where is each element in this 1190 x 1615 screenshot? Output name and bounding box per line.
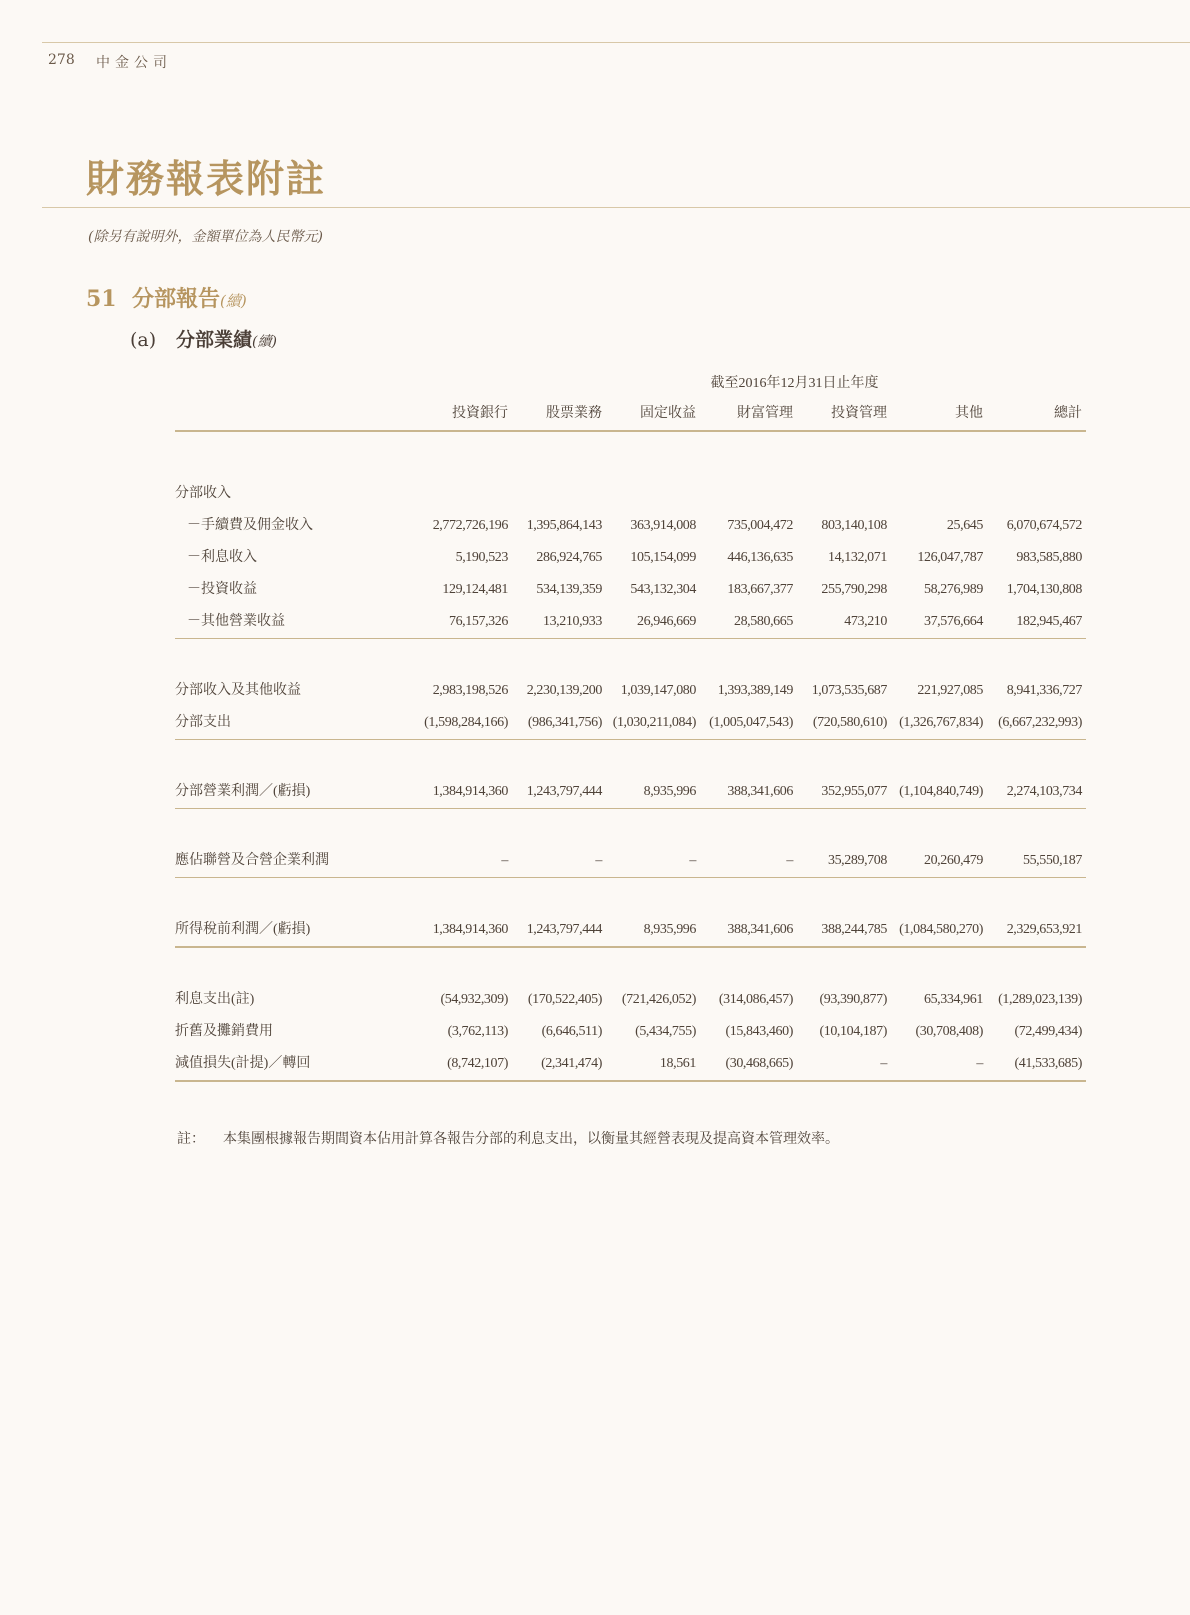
cell-value: 1,039,147,080 (620, 683, 696, 698)
col-header: 其他 (891, 398, 987, 431)
unit-note: (除另有說明外，金額單位為人民幣元) (88, 229, 323, 245)
column-header-row (175, 398, 1106, 431)
cell-value: 2,772,726,196 (432, 518, 508, 533)
cell-value: 76,157,326 (413, 606, 512, 639)
cell-value: (1,326,767,834) (891, 707, 987, 740)
table-row (175, 984, 1106, 1016)
table-row (175, 478, 1106, 510)
cell-value: 2,983,198,526 (432, 683, 508, 698)
cell-value: (1,084,580,270) (891, 914, 987, 947)
table-row (175, 1016, 1106, 1048)
spacer-row (175, 878, 1106, 915)
row-label: 分部收入及其他收益 (175, 683, 301, 698)
cell-value: 1,073,535,687 (811, 683, 887, 698)
cell-value: (2,341,474) (512, 1048, 606, 1081)
table-row (175, 914, 1106, 947)
cell-value: (1,104,840,749) (891, 776, 987, 809)
cell-value: 13,210,933 (512, 606, 606, 639)
cell-value: (314,086,457) (718, 992, 793, 1007)
cell-value: 37,576,664 (891, 606, 987, 639)
cell-value: 182,945,467 (987, 606, 1086, 639)
row-label: －利息收入 (187, 550, 257, 565)
cell-value: 286,924,765 (536, 550, 602, 565)
col-header: 總計 (987, 398, 1086, 431)
table-row (175, 606, 1106, 639)
spacer-row (175, 947, 1106, 984)
cell-value: (170,522,405) (527, 992, 602, 1007)
cell-value: 983,585,880 (1016, 550, 1082, 565)
footnote (177, 1128, 839, 1148)
period-row (175, 370, 1106, 398)
cell-value: 129,124,481 (442, 582, 508, 597)
row-label: 所得稅前利潤／(虧損) (175, 914, 413, 947)
col-header: 股票業務 (512, 398, 606, 431)
col-header: 投資銀行 (413, 398, 512, 431)
row-label: 減值損失(計提)／轉回 (175, 1048, 413, 1081)
footnote-text: 本集團根據報告期間資本佔用計算各報告分部的利息支出，以衡量其經營表現及提高資本管理效率。 (223, 1131, 839, 1147)
cell-value: (721,426,052) (621, 992, 696, 1007)
cell-value: – (413, 845, 512, 878)
cell-value: (6,646,511) (541, 1024, 602, 1039)
cell-value: 55,550,187 (987, 845, 1086, 878)
cell-value: 1,243,797,444 (512, 776, 606, 809)
cell-value: 2,274,103,734 (987, 776, 1086, 809)
cell-value: (720,580,610) (797, 707, 891, 740)
cell-value: 255,790,298 (821, 582, 887, 597)
row-label: 利息支出(註) (175, 992, 255, 1007)
cell-value: 1,243,797,444 (512, 914, 606, 947)
cell-value: (54,932,309) (440, 992, 508, 1007)
cell-value: 28,580,665 (700, 606, 797, 639)
row-label: －手續費及佣金收入 (187, 518, 313, 533)
table-row (175, 1048, 1106, 1081)
col-header: 財富管理 (700, 398, 797, 431)
cell-value: 105,154,099 (630, 550, 696, 565)
table-row (175, 542, 1106, 574)
cell-value: 183,667,377 (727, 582, 793, 597)
row-label: 分部營業利潤／(虧損) (175, 776, 413, 809)
section-number: 51 (86, 286, 117, 312)
cell-value: 473,210 (797, 606, 891, 639)
cell-value: 2,329,653,921 (987, 914, 1086, 947)
cell-value: 388,341,606 (700, 914, 797, 947)
cell-value: 25,645 (946, 518, 983, 533)
cell-value: 803,140,108 (821, 518, 887, 533)
row-label: 折舊及攤銷費用 (175, 1024, 273, 1039)
top-rule (42, 42, 1190, 43)
table-row (175, 574, 1106, 606)
cell-value: – (606, 845, 700, 878)
cell-value: 6,070,674,572 (1006, 518, 1082, 533)
row-label: 分部收入 (175, 486, 231, 501)
table-row (175, 675, 1106, 707)
cell-value: 352,955,077 (797, 776, 891, 809)
cell-value: 446,136,635 (727, 550, 793, 565)
cell-value: 26,946,669 (606, 606, 700, 639)
cell-value: (5,434,755) (635, 1024, 696, 1039)
cell-value: (10,104,187) (819, 1024, 887, 1039)
page-number: 278 (48, 52, 75, 68)
cell-value: (3,762,113) (447, 1024, 508, 1039)
table-row (175, 707, 1106, 740)
title-rule (42, 207, 1190, 208)
cell-value: (1,005,047,543) (700, 707, 797, 740)
subsection-heading (130, 325, 277, 352)
cell-value: 534,139,359 (536, 582, 602, 597)
footnote-tag: 註： (177, 1131, 205, 1147)
table-row (175, 845, 1106, 878)
spacer-row (175, 809, 1106, 846)
cell-value: (8,742,107) (413, 1048, 512, 1081)
cell-value: – (512, 845, 606, 878)
spacer-row (175, 740, 1106, 777)
row-label: －投資收益 (187, 582, 257, 597)
col-header: 固定收益 (606, 398, 700, 431)
cell-value: 14,132,071 (827, 550, 887, 565)
cell-value: 8,941,336,727 (1006, 683, 1082, 698)
cell-value: 18,561 (606, 1048, 700, 1081)
row-label: 分部支出 (175, 707, 413, 740)
cell-value: 1,393,389,149 (717, 683, 793, 698)
period-header: 截至2016年12月31日止年度 (710, 376, 879, 391)
cell-value: – (797, 1048, 891, 1081)
cell-value: – (891, 1048, 987, 1081)
cell-value: 1,395,864,143 (526, 518, 602, 533)
subsection-cont: (續) (252, 334, 277, 350)
spacer-row (175, 431, 1106, 478)
col-header: 投資管理 (797, 398, 891, 431)
cell-value: 65,334,961 (923, 992, 983, 1007)
cell-value: 126,047,787 (917, 550, 983, 565)
cell-value: (6,667,232,993) (987, 707, 1086, 740)
table-row (175, 776, 1106, 809)
page-title: 財務報表附註 (86, 156, 327, 201)
cell-value: (41,533,685) (987, 1048, 1086, 1081)
table-row (175, 510, 1106, 542)
cell-value: 388,244,785 (797, 914, 891, 947)
table-body (175, 431, 1106, 1081)
section-cont: (續) (220, 292, 247, 310)
cell-value: 8,935,996 (606, 776, 700, 809)
row-label: －其他營業收益 (175, 606, 413, 639)
cell-value: 735,004,472 (727, 518, 793, 533)
subsection-letter: (a) (130, 329, 157, 351)
cell-value: (15,843,460) (725, 1024, 793, 1039)
cell-value: 363,914,008 (630, 518, 696, 533)
cell-value: 1,384,914,360 (413, 914, 512, 947)
cell-value: 35,289,708 (797, 845, 891, 878)
cell-value: 20,260,479 (891, 845, 987, 878)
spacer-row (175, 639, 1106, 676)
cell-value: (1,030,211,084) (606, 707, 700, 740)
cell-value: 8,935,996 (606, 914, 700, 947)
cell-value: 5,190,523 (455, 550, 508, 565)
cell-value: (93,390,877) (819, 992, 887, 1007)
segment-results-table (175, 370, 1106, 1082)
cell-value: 221,927,085 (917, 683, 983, 698)
cell-value: (30,708,408) (915, 1024, 983, 1039)
cell-value: 2,230,139,200 (526, 683, 602, 698)
company-name: 中金公司 (96, 55, 172, 71)
cell-value: (30,468,665) (700, 1048, 797, 1081)
section-title: 分部報告 (132, 286, 221, 312)
cell-value: 1,704,130,808 (1006, 582, 1082, 597)
cell-value: 1,384,914,360 (413, 776, 512, 809)
cell-value: (1,598,284,166) (413, 707, 512, 740)
cell-value: 543,132,304 (630, 582, 696, 597)
cell-value: – (700, 845, 797, 878)
cell-value: (72,499,434) (1014, 1024, 1082, 1039)
cell-value: 58,276,989 (923, 582, 983, 597)
section-heading (86, 282, 247, 313)
cell-value: (1,289,023,139) (998, 992, 1082, 1007)
cell-value: (986,341,756) (512, 707, 606, 740)
subsection-title: 分部業績 (176, 329, 253, 351)
row-label: 應佔聯營及合營企業利潤 (175, 845, 413, 878)
cell-value: 388,341,606 (700, 776, 797, 809)
